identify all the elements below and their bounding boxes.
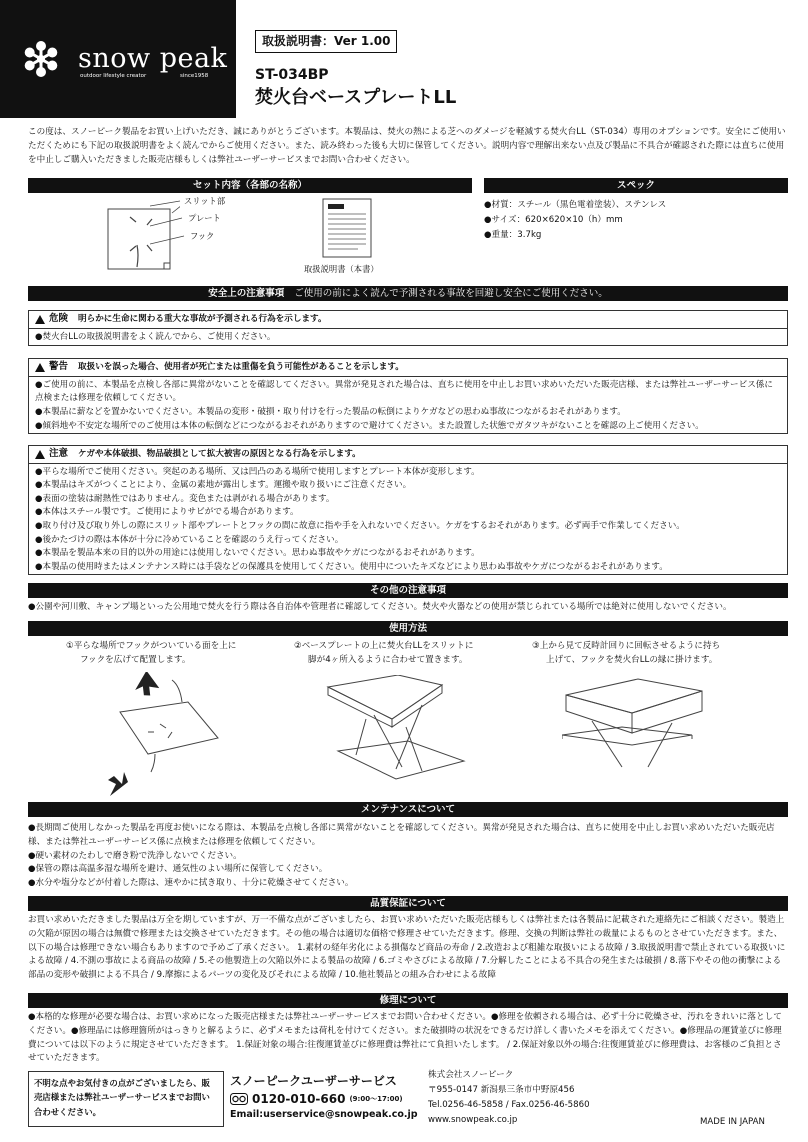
warning-header-text: 取扱いを誤った場合、使用者が死亡または重傷を負う可能性があることを示します。 <box>78 361 404 372</box>
company-info <box>428 1068 590 1128</box>
maintenance-item: ●保管の際は高温多湿な場所を避け、通気性のよい場所に保管してください。 <box>28 864 328 875</box>
part-label-slit: スリット部 <box>184 196 226 206</box>
spec-weight: ●重量：3.7kg <box>484 230 542 241</box>
phone-number: 0120-010-660 <box>252 1092 346 1106</box>
caution-item: ●平らな場所でご使用ください。突起のある場所、又は凹凸のある場所で使用しますとプレート本体が変形します。 <box>35 466 480 477</box>
repair-text: ●本格的な修理が必要な場合は、お買い求めになった販売店様または弊社ユーザーサービスまでお問い合わせください。●修理を依頼される場合は、必ず十分に乾燥させ、汚れをきれいに落としてください。●修理品には修理箇所がはっきりと解るように、必ずメモまたは荷札を付けてください。また破損時の状況をできるだけ詳しく書いたメモを添えてください。●修理品の運賃並びに修理費については以下のように規定させていただきます。 1.保証対象の場合:往復運賃並びに修理費は弊社にて負担いたします。 / 2.保証対象以外の場合:往復運賃並びに修理費は、お客様のご負担とさせていただきます。 <box>28 1012 782 1064</box>
part-label-hook: フック <box>190 231 215 241</box>
brand-since: since1958 <box>180 73 209 79</box>
step1-illustration <box>100 672 230 802</box>
warranty-text: お買い求めいただきました製品は万全を期していますが、万一不備な点がございましたら、お買い求めいただいた販売店様もしくは弊社または各製品に記載された連絡先にご相談ください。製造上の欠陥が原因の場合は無償で修理または交換させていただきます。その他の場合は適切な価格で修理させていただきます。修理、交換の判断は弊社の裁量によるものとさせていただきます。また、以下の場合は修理できない場合もありますので予めご了承ください。 1.素材の経年劣化による損傷など商品の寿命 / 2.改造および粗雑な取扱いによる故障 / 3.取扱説明書で禁止されている取扱いによる故障 / 4.不測の事故による商品の故障 / 5.その他製造上の欠陥以外による製品の故障 / 6.ゴミやさびによる故障 / 7.分解したことによる不具合の発生または破損 / 8.落下やその他の衝撃による部品の変形や破損による不具合 / 9.摩擦によるパーツの変化及びそれによる故障 / 10.他社製品との組み合わせによる故障 <box>28 915 786 980</box>
caution-item: ●本製品はキズがつくことにより、金属の素地が露出します。運搬や取り扱いにご注意ください。 <box>35 480 412 491</box>
safety-header <box>28 286 788 301</box>
caution-item: ●本体はスチール製です。ご使用によりサビがでる場合があります。 <box>35 507 299 518</box>
repair-header: 修理について <box>28 993 788 1008</box>
free-dial-icon <box>230 1093 248 1105</box>
usage-step-1-line1: ①平らな場所でフックがついている面を上に <box>66 641 237 651</box>
warning-box <box>28 358 788 434</box>
danger-body <box>29 329 787 347</box>
warning-triangle-icon <box>35 315 45 324</box>
caution-item: ●後かたづけの際は本体が十分に冷めていることを確認のうえ行ってください。 <box>35 534 344 545</box>
maintenance-item: ●硬い素材のたわしで磨き粉で洗浄しないでください。 <box>28 850 242 861</box>
caution-item: ●表面の塗装は耐熱性ではありません。変色または剥がれる場合があります。 <box>35 493 335 504</box>
warning-body <box>29 377 787 436</box>
safety-subtitle: ご使用の前によく読んで予測される事故を回避し安全にご使用ください。 <box>294 288 608 299</box>
usage-header: 使用方法 <box>28 621 788 636</box>
usage-step-2 <box>294 640 473 668</box>
warning-label: 警告 <box>49 361 69 372</box>
spec-material: ●材質：スチール（黒色電着塗装）、ステンレス <box>484 200 667 210</box>
usage-step-1-line2: フックを広げて配置します。 <box>80 654 191 665</box>
caution-label: 注意 <box>49 448 69 459</box>
warning-triangle-icon <box>35 363 45 372</box>
warning-item: ●本製品に薪などを置かないでください。本製品の変形・破損・取り付けを行った製品の転倒によりケガなどの思わぬ事故につながるおそれがあります。 <box>35 407 626 418</box>
caution-item: ●取り付け及び取り外しの際にスリット部やプレートとフックの間に故意に指や手を入れないでください。ケガをするおそれがあります。必ず両手で作業してください。 <box>35 521 685 532</box>
user-service-title: スノーピークユーザーサービス <box>230 1074 397 1088</box>
spec-list <box>484 198 666 243</box>
company-tel-fax: Tel.0256-46-5858 / Fax.0256-46-5860 <box>428 1100 590 1111</box>
snowflake-icon <box>18 36 64 82</box>
spec-header: スペック <box>484 178 788 193</box>
other-notes-header: その他の注意事項 <box>28 583 788 598</box>
usage-step-1 <box>66 640 236 668</box>
usage-step-3-line1: ③上から見て反時計回りに回転させるように持ち <box>532 641 721 651</box>
product-title: 焚火台ベースプレートLL <box>255 87 457 108</box>
caution-header-text: ケガや本体破損、物品破損として拡大被害の原因となる行為を示します。 <box>78 448 361 459</box>
warning-item: ●ご使用の前に、本製品を点検し各部に異常がないことを確認してください。異常が発見された場合は、直ちに使用を中止しお買い求めいただいた販売店様、または弊社ユーザーサービス係に点検または修理を依頼してください。 <box>35 379 773 404</box>
spec-size: ●サイズ：620×620×10（h）mm <box>484 215 623 226</box>
danger-label: 危険 <box>49 313 69 324</box>
brand-name: snow peak <box>78 43 228 74</box>
made-in-label: MADE IN JAPAN <box>700 1117 765 1127</box>
manual-version-label: 取扱説明書：Ver 1.00 <box>255 30 397 53</box>
step3-illustration <box>562 675 732 785</box>
other-notes-text: ●公園や河川敷、キャンプ場といった公用地で焚火を行う際は各自治体や管理者に確認してください。焚火や火器などの使用が禁じられている場所では絶対に使用しないでください。 <box>28 602 732 612</box>
caution-item: ●本製品の使用時またはメンテナンス時には手袋などの保護具を使用してください。使用中についたキズなどにより思わぬ事故やケガにつながるおそれがあります。 <box>35 561 668 572</box>
danger-header <box>29 311 787 329</box>
usage-step-3 <box>532 640 720 668</box>
caution-item: ●本製品を製品本来の目的以外の用途には使用しないでください。思わぬ事故やケガにつながるおそれがあります。 <box>35 548 480 559</box>
manual-caption: 取扱説明書（本書） <box>304 264 379 274</box>
company-name: 株式会社スノーピーク <box>428 1070 514 1080</box>
warranty-header: 品質保証について <box>28 896 788 911</box>
manual-document-icon <box>322 198 372 258</box>
intro-text: この度は、スノーピーク製品をお買い上げいただき、誠にありがとうございます。本製品は、焚火の熱による芝へのダメージを軽減する焚火台LL（ST-034）専用のオプションです。安全にご使用いただくためにも下記の取扱説明書をよく読んでからご使用ください。また、読み終わった後も大切に保管してください。説明内容で理解出来ない点及び製品に不具合が確認された際には直ちに使用を中止しご購入いただきました販売店様もしくは弊社ユーザーサービスまでお問い合わせください。 <box>28 127 786 165</box>
usage-step-3-line2: 上げて、フックを焚火台LLの縁に掛けます。 <box>546 654 718 665</box>
maintenance-item: ●長期間ご使用しなかった製品を再度お使いになる際は、本製品を点検し各部に異常がないことを確認してください。異常が発見された場合は、直ちに使用を中止しお買い求めいただいた販売店様、または弊社ユーザーサービス係に点検または修理を依頼してください。 <box>28 823 775 847</box>
company-address: 〒955-0147 新潟県三条市中野原456 <box>428 1085 575 1096</box>
danger-header-text: 明らかに生命に関わる重大な事故が予測される行為を示します。 <box>78 313 327 324</box>
warning-header <box>29 359 787 377</box>
brand-logo-block <box>0 0 236 118</box>
inquiry-note-box: 不明な点やお気付きの点がございましたら、販売店様または弊社ユーザーサービスまでお問い合わせください。 <box>28 1071 224 1127</box>
user-service-email[interactable]: Email:userservice@snowpeak.co.jp <box>230 1109 418 1120</box>
caution-body <box>29 464 787 577</box>
part-label-plate: プレート <box>188 213 221 223</box>
caution-header <box>29 446 787 464</box>
user-service-phone[interactable] <box>230 1090 403 1109</box>
model-number: ST-034BP <box>255 67 329 83</box>
danger-box <box>28 310 788 346</box>
brand-tagline: outdoor lifestyle creator <box>80 73 147 79</box>
maintenance-header: メンテナンスについて <box>28 802 788 817</box>
usage-step-2-line2: 脚が4ヶ所入るように合わせて置きます。 <box>308 654 468 665</box>
step2-illustration <box>326 675 476 785</box>
usage-step-2-line1: ②ベースプレートの上に焚火台LLをスリットに <box>294 641 474 651</box>
maintenance-list <box>28 822 788 891</box>
set-contents-header: セット内容（各部の名称） <box>28 178 472 193</box>
danger-item: ●焚火台LLの取扱説明書をよく読んでから、ご使用ください。 <box>35 331 276 342</box>
warning-item: ●傾斜地や不安定な場所でのご使用は本体の転倒などにつながるおそれがありますので避けてください。また設置した状態でガタツキがないことを確認の上ご使用ください。 <box>35 420 704 431</box>
service-hours: (9:00〜17:00) <box>349 1094 403 1103</box>
company-website[interactable]: www.snowpeak.co.jp <box>428 1115 518 1126</box>
maintenance-item: ●水分や塩分などが付着した際は、速やかに拭き取り、十分に乾燥させてください。 <box>28 878 354 888</box>
warning-triangle-icon <box>35 450 45 459</box>
safety-title: 安全上の注意事項 <box>208 288 285 299</box>
caution-box <box>28 445 788 575</box>
